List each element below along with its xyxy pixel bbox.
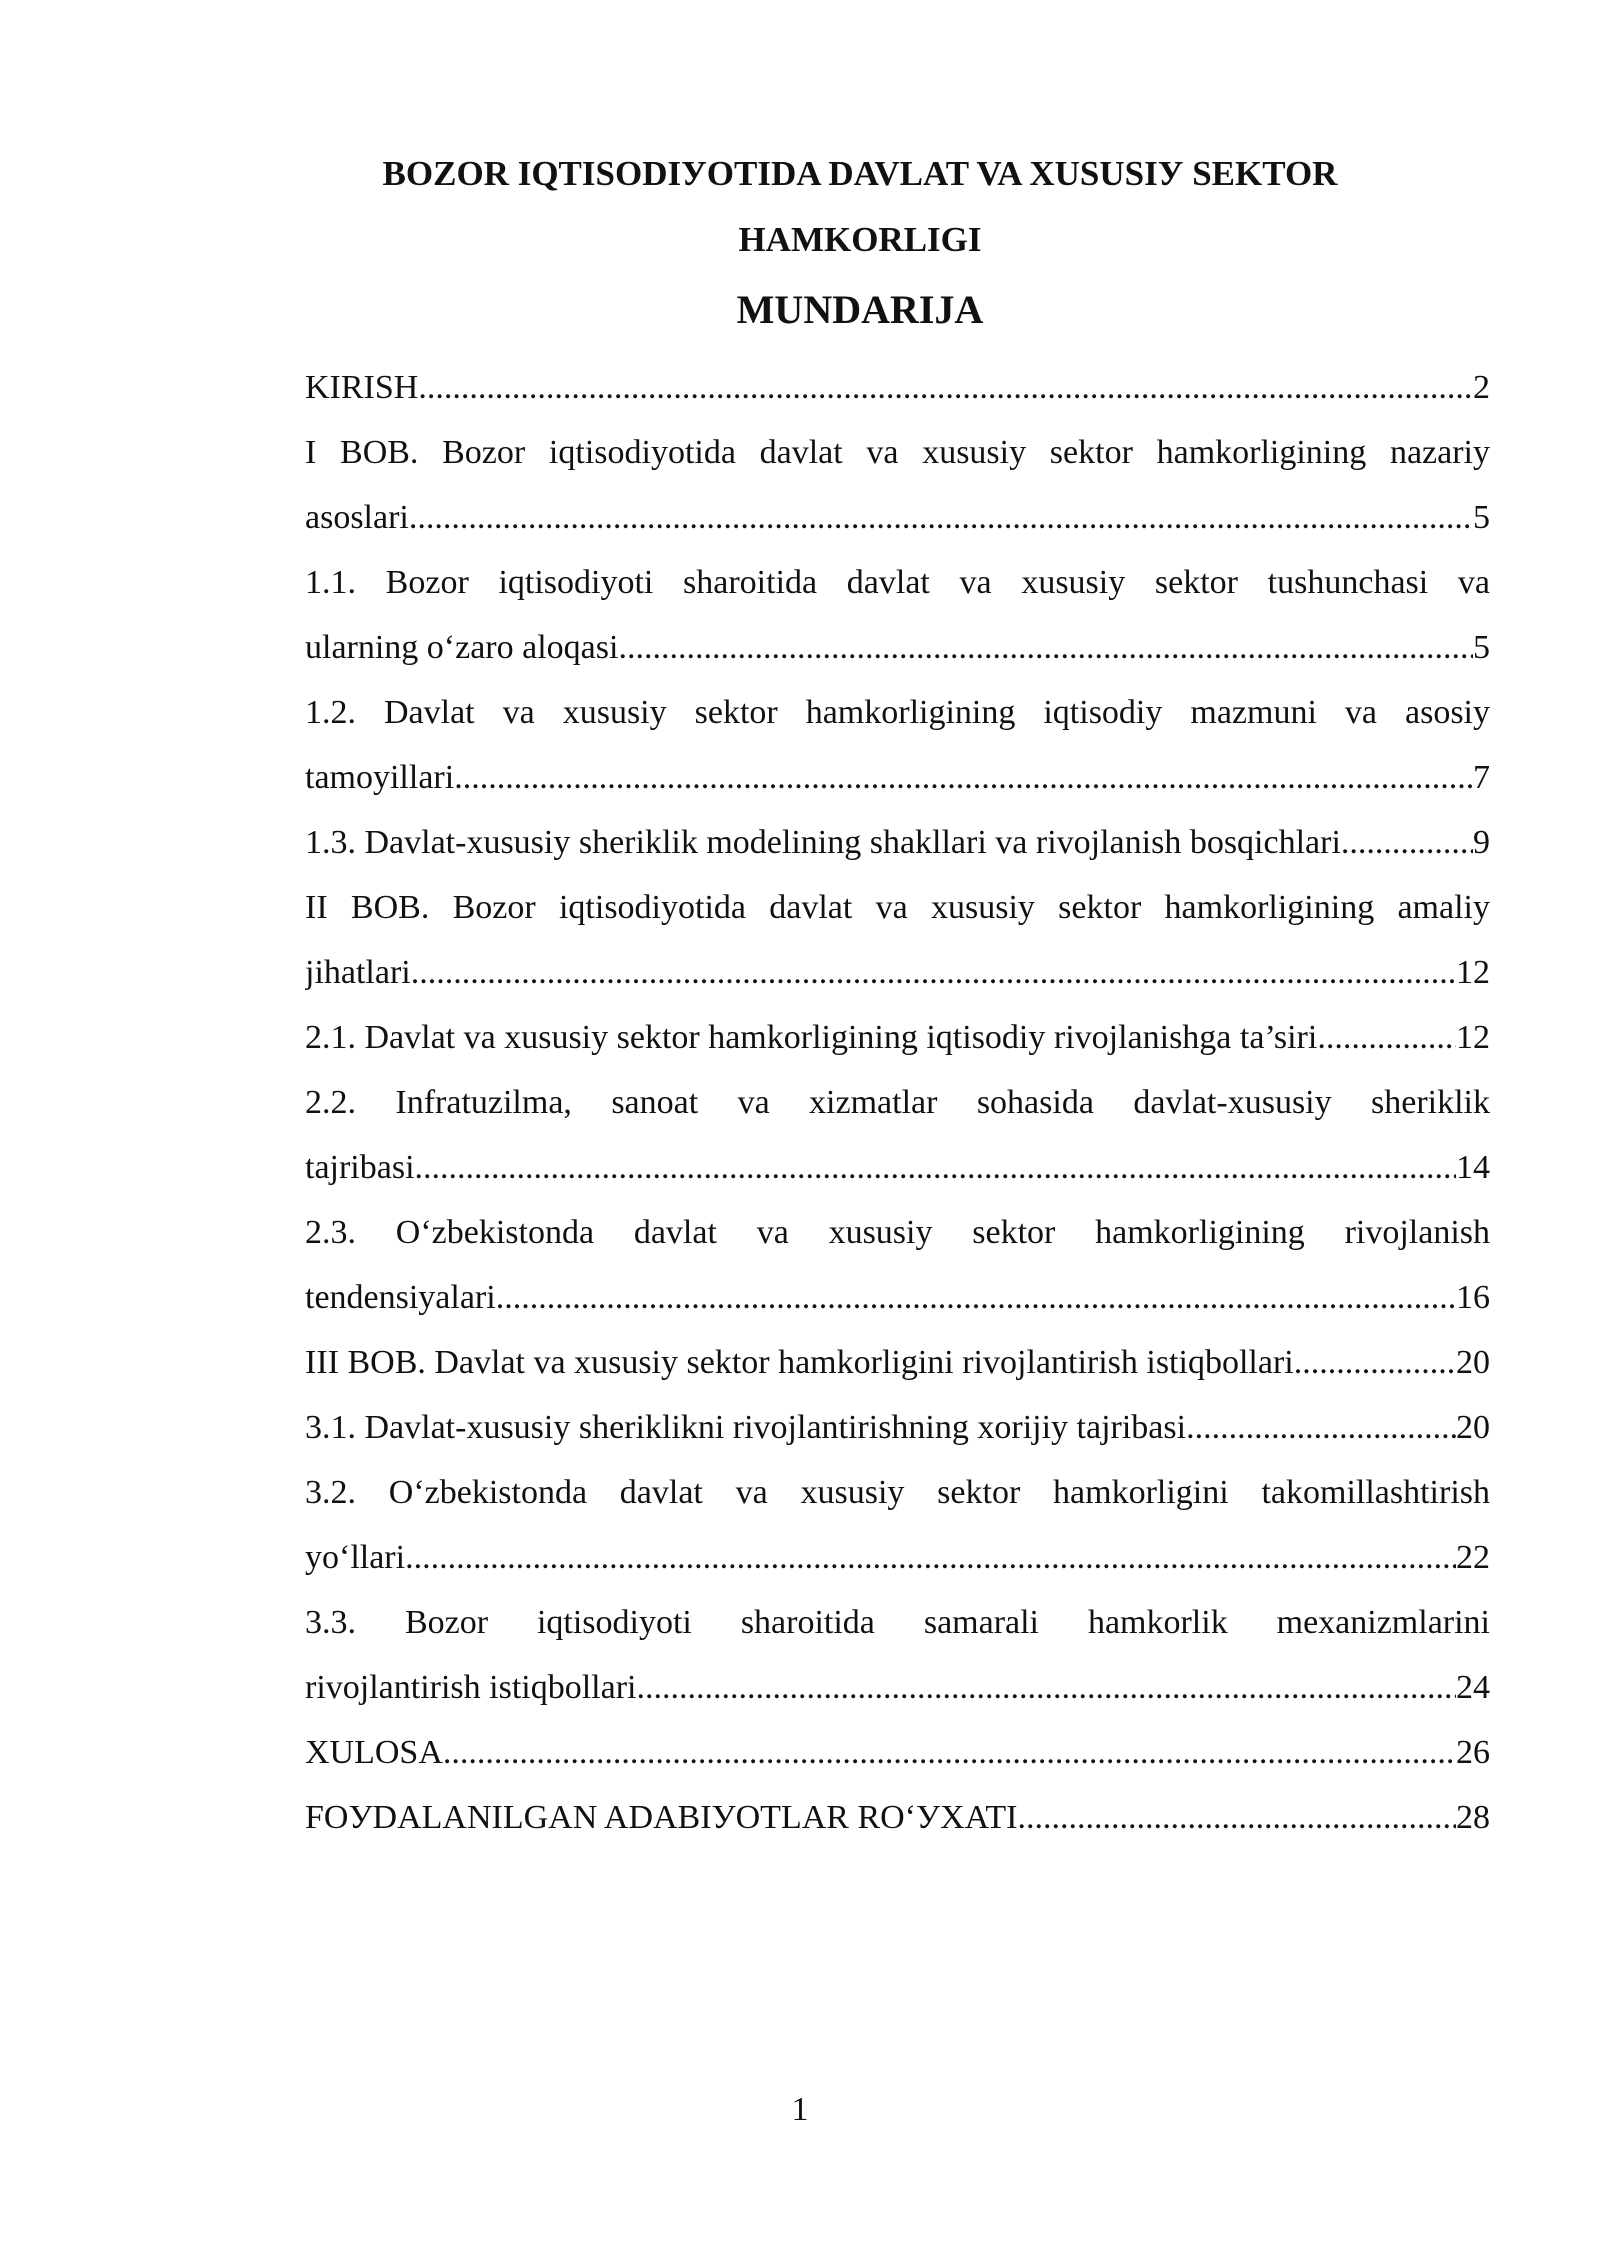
toc-dot-leader — [415, 1135, 1456, 1200]
toc-entry-title: FOУDALANILGAN ADABIУOTLAR ROʻУXATI — [305, 1799, 1018, 1836]
toc-entry[interactable] — [305, 1395, 1490, 1460]
document-title-line1: BOZOR IQTISODIУOTIDA DAVLAT VA XUSUSIУ SEKTOR — [382, 154, 1338, 193]
toc-entry-first-line: 1.2. Davlat va xususiy sektor hamkorligining iqtisodiy mazmuni va asosiy — [305, 694, 1490, 731]
toc-page-number: 12 — [1456, 1019, 1490, 1056]
toc-entry[interactable] — [305, 1590, 1490, 1720]
toc-page-number: 24 — [1456, 1669, 1490, 1706]
toc-dot-leader — [405, 1525, 1456, 1590]
toc-entry[interactable] — [305, 680, 1490, 810]
toc-page-number: 20 — [1456, 1344, 1490, 1381]
toc-entry[interactable] — [305, 810, 1490, 875]
toc-entry-line — [305, 355, 1490, 420]
toc-entry-line — [305, 1330, 1490, 1395]
toc-entry-line — [305, 1720, 1490, 1785]
toc-entry[interactable] — [305, 355, 1490, 420]
toc-page-number: 12 — [1456, 954, 1490, 991]
toc-entry-title: 1.3. Davlat-xususiy sheriklik modelining shakllari va rivojlanish bosqichlari. — [305, 824, 1350, 861]
document-title-line2: HAMKORLIGI — [738, 220, 982, 259]
toc-entry-title: 3.1. Davlat-xususiy sheriklikni rivojlantirishning xorijiy tajribasi — [305, 1409, 1187, 1446]
toc-entry-first-line: 1.1. Bozor iqtisodiyoti sharoitida davlat va xususiy sektor tushunchasi va — [305, 564, 1490, 601]
toc-entry[interactable] — [305, 420, 1490, 550]
toc-entry[interactable] — [305, 1330, 1490, 1395]
toc-dot-leader — [443, 1720, 1456, 1785]
toc-entry-title: rivojlantirish istiqbollari — [305, 1669, 637, 1706]
toc-dot-leader — [1294, 1330, 1456, 1395]
toc-entry-line — [305, 1005, 1490, 1070]
toc-entry-title: tajribasi — [305, 1149, 415, 1186]
toc-entry-first-line: II BOB. Bozor iqtisodiyotida davlat va xususiy sektor hamkorligining amaliy — [305, 889, 1490, 926]
toc-heading: MUNDARIJA — [736, 287, 984, 332]
toc-entry-title: tamoyillari — [305, 759, 455, 796]
table-of-contents — [305, 355, 1490, 1850]
toc-entry-title: III BOB. Davlat va xususiy sektor hamkorligini rivojlantirish istiqbollari — [305, 1344, 1294, 1381]
toc-entry[interactable] — [305, 1460, 1490, 1590]
toc-entry-title: XULOSA — [305, 1734, 443, 1771]
toc-entry[interactable] — [305, 550, 1490, 680]
toc-page-number: 9 — [1473, 824, 1490, 861]
toc-entry-line — [305, 810, 1490, 875]
toc-entry-title: 2.1. Davlat va xususiy sektor hamkorligining iqtisodiy rivojlanishga ta’siri.. — [305, 1019, 1335, 1056]
toc-entry-line — [305, 485, 1490, 550]
toc-entry[interactable] — [305, 1005, 1490, 1070]
toc-entry-title: jihatlari — [305, 954, 411, 991]
toc-entry-title: yo‘llari — [305, 1539, 406, 1576]
toc-page-number: 28 — [1456, 1799, 1490, 1836]
toc-dot-leader — [636, 1655, 1456, 1720]
toc-dot-leader — [496, 1265, 1456, 1330]
toc-entry[interactable] — [305, 1785, 1490, 1850]
toc-entry[interactable] — [305, 1200, 1490, 1330]
toc-entry-line — [305, 1655, 1490, 1720]
toc-page-number: 22 — [1456, 1539, 1490, 1576]
toc-entry-title: KIRISH — [305, 369, 419, 406]
toc-dot-leader — [1349, 810, 1473, 875]
page-number: 1 — [791, 2091, 809, 2128]
toc-entry-title: tendensiyalari — [305, 1279, 496, 1316]
toc-entry-line — [305, 615, 1490, 680]
toc-entry-line — [305, 1265, 1490, 1330]
toc-entry[interactable] — [305, 1720, 1490, 1785]
toc-dot-leader — [1018, 1785, 1456, 1850]
toc-page-number: 14 — [1456, 1149, 1490, 1186]
toc-page-number: 16 — [1456, 1279, 1490, 1316]
toc-entry-line — [305, 745, 1490, 810]
toc-dot-leader — [411, 940, 1456, 1005]
toc-page-number: 26 — [1456, 1734, 1490, 1771]
toc-dot-leader — [409, 485, 1473, 550]
toc-entry-first-line: 2.2. Infratuzilma, sanoat va xizmatlar sohasida davlat-xususiy sheriklik — [305, 1084, 1490, 1121]
toc-dot-leader — [1334, 1005, 1456, 1070]
toc-entry-line — [305, 1135, 1490, 1200]
toc-page-number: 20 — [1456, 1409, 1490, 1446]
toc-dot-leader — [618, 615, 1473, 680]
toc-entry-line — [305, 1785, 1490, 1850]
toc-page-number: 5 — [1473, 629, 1490, 666]
toc-entry-line — [305, 940, 1490, 1005]
toc-entry[interactable] — [305, 1070, 1490, 1200]
toc-entry-title: asoslari — [305, 499, 409, 536]
toc-entry-title: ularning o‘zaro aloqasi — [305, 629, 619, 666]
toc-entry-line — [305, 1395, 1490, 1460]
toc-entry-first-line: 3.3. Bozor iqtisodiyoti sharoitida samarali hamkorlik mexanizmlarini — [305, 1604, 1490, 1641]
toc-dot-leader — [454, 745, 1473, 810]
toc-dot-leader — [1186, 1395, 1456, 1460]
toc-entry-first-line: 2.3. O‘zbekistonda davlat va xususiy sektor hamkorligining rivojlanish — [305, 1214, 1490, 1251]
toc-entry-first-line: 3.2. O‘zbekistonda davlat va xususiy sektor hamkorligini takomillashtirish — [305, 1474, 1490, 1511]
toc-page-number: 5 — [1473, 499, 1490, 536]
toc-entry-line — [305, 1525, 1490, 1590]
toc-entry-first-line: I BOB. Bozor iqtisodiyotida davlat va xususiy sektor hamkorligining nazariy — [305, 434, 1490, 471]
toc-page-number: 7 — [1473, 759, 1490, 796]
toc-entry[interactable] — [305, 875, 1490, 1005]
toc-dot-leader — [418, 355, 1473, 420]
toc-page-number: 2 — [1473, 369, 1490, 406]
